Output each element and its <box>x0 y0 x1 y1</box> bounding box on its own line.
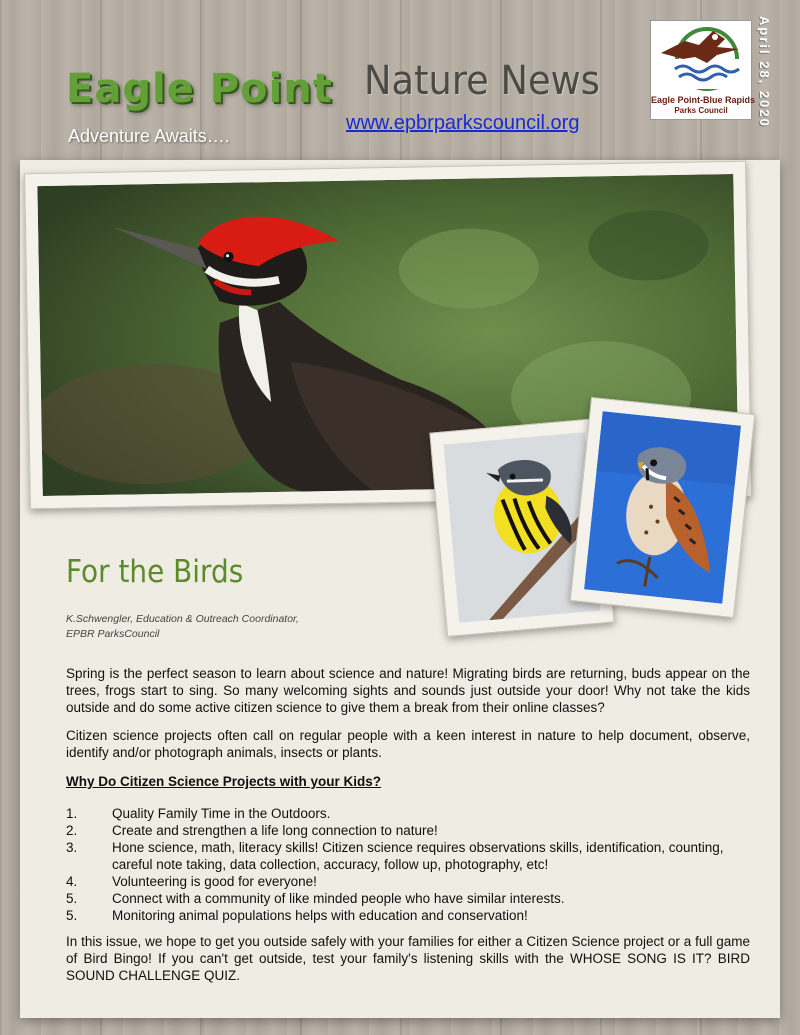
logo-subtitle: Parks Council <box>674 106 728 115</box>
article-title: For the Birds <box>66 554 244 590</box>
list-text: Hone science, math, literacy skills! Citizen science requires observations skills, identification, counting, careful note taking, data collection, accuracy, follow up, photography, etc! <box>112 840 724 872</box>
reasons-list <box>66 805 766 924</box>
kestrel-photo-frame <box>570 397 756 618</box>
tagline: Adventure Awaits…. <box>68 126 230 146</box>
section-heading: Why Do Citizen Science Projects with your Kids? <box>66 774 382 789</box>
list-text: Monitoring animal populations helps with education and conservation! <box>112 908 528 923</box>
list-item <box>66 890 766 907</box>
website-link[interactable]: www.epbrparkscouncil.org <box>346 112 580 134</box>
eagle-logo-icon <box>655 23 749 95</box>
american-kestrel-photo <box>584 411 741 604</box>
list-item <box>66 907 766 924</box>
list-number: 5. <box>66 908 78 923</box>
list-number: 4. <box>66 874 78 889</box>
list-item <box>66 873 766 890</box>
list-item <box>66 805 766 822</box>
byline-author: K.Schwengler, Education & Outreach Coordinator, <box>66 613 299 625</box>
byline <box>66 612 386 642</box>
intro-paragraph: Spring is the perfect season to learn about science and nature! Migrating birds are returning, buds appear on the trees, frogs start to sing. So many welcoming sights and sounds just outside your door! Why not take the kids outside and do some active citizen science to give them a break from their online classes? <box>66 666 750 715</box>
list-item <box>66 822 766 839</box>
newsletter-title: Eagle Point <box>66 66 333 112</box>
list-text: Create and strengthen a life long connection to nature! <box>112 823 438 838</box>
list-number: 5. <box>66 891 78 906</box>
issue-date: April 28, 2020 <box>757 16 772 128</box>
list-text: Quality Family Time in the Outdoors. <box>112 806 331 821</box>
list-text: Volunteering is good for everyone! <box>112 874 317 889</box>
byline-org: EPBR ParksCouncil <box>66 628 160 640</box>
closing-paragraph: In this issue, we hope to get you outside safely with your families for either a Citizen Science project or a full game of Bird Bingo! If you can't get outside, test your family's listening skills with the WHOSE SONG IS IT? BIRD SOUND CHALLENGE QUIZ. <box>66 934 750 983</box>
list-text: Connect with a community of like minded people who have similar interests. <box>112 891 565 906</box>
citizen-science-paragraph: Citizen science projects often call on regular people with a keen interest in nature to help document, observe, identify and/or photograph animals, insects or plants. <box>66 728 750 760</box>
list-number: 2. <box>66 823 78 838</box>
newsletter-subtitle: Nature News <box>364 58 600 104</box>
list-item <box>66 839 766 873</box>
list-number: 1. <box>66 806 78 821</box>
parks-council-logo <box>650 20 756 120</box>
list-number: 3. <box>66 840 78 855</box>
logo-name: Eagle Point-Blue Rapids <box>651 95 756 105</box>
